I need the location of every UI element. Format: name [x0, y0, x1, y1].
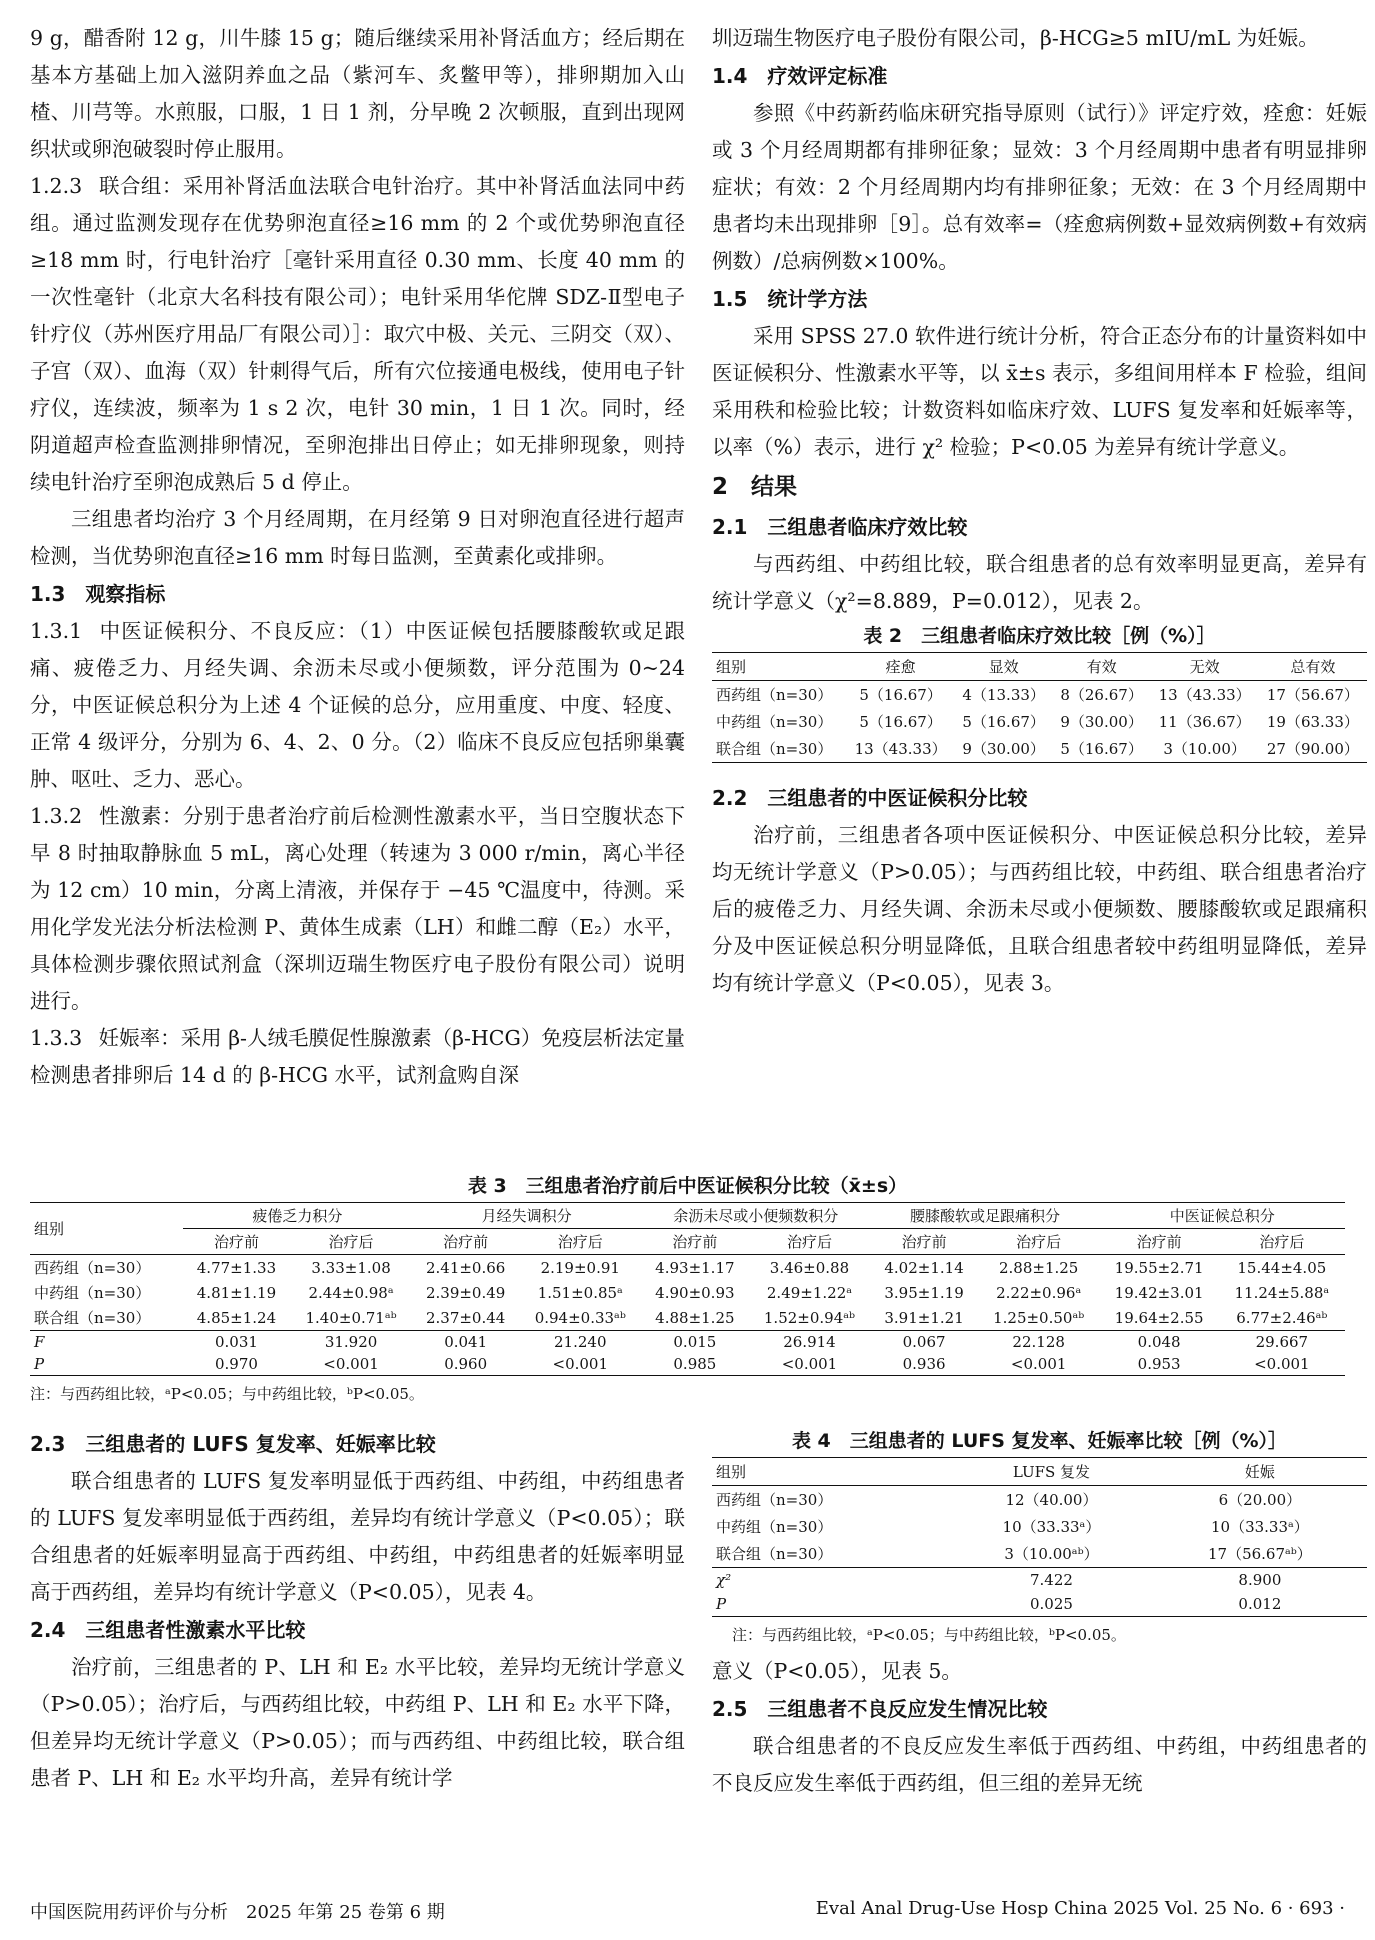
table-header-cell: 月经失调积分 [412, 1203, 641, 1229]
table-cell: 0.067 [870, 1331, 977, 1354]
table-4-title: 表 4 三组患者的 LUFS 复发率、妊娠率比较［例（%）］ [791, 1430, 1288, 1452]
table-3-block [30, 1170, 1345, 1408]
table-row [30, 1305, 1345, 1331]
table-cell: 4.02±1.14 [884, 1258, 964, 1277]
table-row [712, 1513, 1367, 1540]
table-cell: 0.025 [950, 1592, 1153, 1617]
table-cell: 0.048 [1100, 1331, 1219, 1354]
table-cell: 29.667 [1219, 1331, 1345, 1354]
heading-2-5: 2.5 三组患者不良反应发生情况比较 [712, 1697, 1048, 1721]
table-cell: 5（16.67） [859, 713, 942, 731]
lower-left-column [30, 1425, 685, 1797]
table-row [712, 708, 1367, 735]
table-cell: 4.88±1.25 [655, 1308, 735, 1327]
section-number: 1.3.1 [30, 619, 83, 643]
table-cell: 5（16.67） [859, 686, 942, 704]
table-cell: <0.001 [290, 1353, 412, 1376]
table-cell: 10（33.33ᵃ） [1002, 1518, 1101, 1536]
table-3 [30, 1202, 1345, 1376]
table-header-cell: 治疗后 [1219, 1229, 1345, 1255]
left-column [30, 20, 685, 1094]
table-cell: 3（10.00ᵃᵇ） [1004, 1545, 1099, 1563]
table-cell: <0.001 [978, 1353, 1100, 1376]
table-cell: 中药组（n=30） [716, 1518, 833, 1536]
table-3-note: 注：与西药组比较，ᵃP<0.05；与中药组比较，ᵇP<0.05。 [30, 1385, 424, 1403]
table-row [712, 1592, 1367, 1617]
table-3-title: 表 3 三组患者治疗前后中医证候积分比较（x̄±s） [467, 1175, 908, 1197]
lower-right-column [712, 1425, 1367, 1802]
table-4-note: 注：与西药组比较，ᵃP<0.05；与中药组比较，ᵇP<0.05。 [732, 1626, 1126, 1644]
table-header-cell: 疲倦乏力积分 [183, 1203, 412, 1229]
table-header-row [712, 653, 1367, 681]
table-cell: <0.001 [1219, 1353, 1345, 1376]
table-cell: 7.422 [950, 1568, 1153, 1593]
table-cell: 19（63.33） [1266, 713, 1359, 731]
table-cell: P [30, 1353, 183, 1376]
table-header-cell: 治疗后 [519, 1229, 641, 1255]
table-cell: 中药组（n=30） [34, 1284, 151, 1302]
table-cell: 0.94±0.33ᵃᵇ [534, 1308, 626, 1327]
paragraph-treatment-course: 三组患者均治疗 3 个月经周期，在月经第 9 日对卵泡直径进行超声检测，当优势卵泡直径≥16 mm 时每日监测，至黄素化或排卵。 [30, 507, 685, 568]
table-cell: 6.77±2.46ᵃᵇ [1236, 1308, 1328, 1327]
section-number: 1.3.3 [30, 1026, 83, 1050]
heading-1-3: 1.3 观察指标 [30, 582, 166, 606]
paragraph-continuation: 意义（P<0.05），见表 5。 [712, 1659, 962, 1683]
table-cell: χ² [712, 1568, 950, 1593]
table-cell: 5（16.67） [1053, 735, 1151, 763]
table-header-cell: 总有效 [1259, 653, 1367, 681]
table-header-cell: 治疗前 [870, 1229, 977, 1255]
table-2 [712, 652, 1367, 763]
table-cell: 中药组（n=30） [716, 713, 833, 731]
paragraph-sex-hormones: 治疗前，三组患者的 P、LH 和 E₂ 水平比较，差异均无统计学意义（P>0.05）；治疗后，与西药组比较，中药组 P、LH 和 E₂ 水平下降，但差异均无统计学意义（P>0.05）；而与西药组、中药组比较，联合组患者 P、LH 和 E₂ 水平均升高，差异有统计学 [30, 1655, 685, 1790]
table-cell: 西药组（n=30） [34, 1259, 151, 1277]
section-number: 1.3.2 [30, 804, 83, 828]
table-cell: 0.960 [412, 1353, 519, 1376]
table-row [712, 735, 1367, 763]
table-4 [712, 1457, 1367, 1617]
table-cell: 8（26.67） [1060, 686, 1143, 704]
table-header-cell: 治疗前 [183, 1229, 290, 1255]
table-2-title: 表 2 三组患者临床疗效比较［例（%）］ [863, 625, 1216, 647]
table-header-cell: 有效 [1053, 653, 1151, 681]
table-header-cell: 无效 [1151, 653, 1259, 681]
table-header-cell: 痊愈 [847, 653, 955, 681]
section-1-3-1 [30, 613, 685, 798]
table-cell: 4.93±1.17 [655, 1258, 735, 1277]
section-1-3-2 [30, 798, 685, 1020]
heading-2-3: 2.3 三组患者的 LUFS 复发率、妊娠率比较 [30, 1432, 436, 1456]
table-row [712, 1486, 1367, 1514]
table-row [30, 1353, 1345, 1376]
table-cell: 13（43.33） [1158, 686, 1251, 704]
table-cell: 6（20.00） [1218, 1491, 1302, 1509]
paragraph-clinical-efficacy: 与西药组、中药组比较，联合组患者的总有效率明显更高，差异有统计学意义（χ²=8.889，P=0.012），见表 2。 [712, 552, 1367, 613]
table-cell: 4.85±1.24 [196, 1308, 277, 1327]
table-cell: 3.33±1.08 [311, 1258, 391, 1277]
heading-1-4: 1.4 疗效评定标准 [712, 64, 888, 88]
table-cell: 12（40.00） [1005, 1491, 1098, 1509]
paragraph-efficacy-criteria: 参照《中药新药临床研究指导原则（试行）》评定疗效，痊愈：妊娠或 3 个月经周期都有排卵征象；显效：3 个月经周期中患者有明显排卵症状；有效：2 个月经周期内均有排卵征象；无效：在 3 个月经周期中患者均未出现排卵［9］。总有效率=（痊愈病例数+显效病例数+有效病例数）/总病例数×100%。 [712, 101, 1367, 273]
paragraph-lufs-pregnancy: 联合组患者的 LUFS 复发率明显低于西药组、中药组，中药组患者的 LUFS 复发率明显低于西药组，差异均有统计学意义（P<0.05）；联合组患者的妊娠率明显高于西药组、中药组，中药组患者的妊娠率明显高于西药组，差异均有统计学意义（P<0.05），见表 4。 [30, 1469, 685, 1604]
table-cell: 1.40±0.71ᵃᵇ [305, 1308, 397, 1327]
table-cell: 22.128 [978, 1331, 1100, 1354]
table-cell: 8.900 [1153, 1568, 1367, 1593]
table-cell: 1.52±0.94ᵃᵇ [763, 1308, 856, 1327]
table-cell: 4（13.33） [962, 686, 1045, 704]
table-row [30, 1280, 1345, 1305]
table-cell: 3.95±1.19 [884, 1283, 964, 1302]
paragraph-adverse-reactions: 联合组患者的不良反应发生率低于西药组、中药组，中药组患者的不良反应发生率低于西药组，但三组的差异无统 [712, 1734, 1367, 1795]
right-column [712, 20, 1367, 1002]
table-cell: 2.39±0.49 [425, 1283, 506, 1302]
section-number: 1.2.3 [30, 174, 83, 198]
table-cell: 0.031 [183, 1331, 290, 1354]
paragraph-tcm-scores: 治疗前，三组患者各项中医证候积分、中医证候总积分比较，差异均无统计学意义（P>0.05）；与西药组比较，中药组、联合组患者治疗后的疲倦乏力、月经失调、余沥未尽或小便频数、腰膝酸软或足跟痛积分及中医证候总积分明显降低，且联合组患者较中药组明显降低，差异均有统计学意义（P<0.05），见表 3。 [712, 823, 1367, 995]
table-header-row [712, 1458, 1367, 1486]
table-cell: 11.24±5.88ᵃ [1234, 1283, 1330, 1302]
table-row [712, 1568, 1367, 1593]
table-cell: 27（90.00） [1259, 735, 1367, 763]
table-cell: 西药组（n=30） [716, 686, 833, 704]
table-header-cell: 治疗后 [978, 1229, 1100, 1255]
table-header-cell: 组别 [30, 1203, 183, 1255]
table-cell: 联合组（n=30） [712, 735, 847, 763]
table-cell: 0.953 [1100, 1353, 1219, 1376]
table-cell: 1.51±0.85ᵃ [537, 1283, 623, 1302]
table-cell: 9（30.00） [1060, 713, 1143, 731]
table-cell: 31.920 [290, 1331, 412, 1354]
table-cell: 3（10.00） [1151, 735, 1259, 763]
table-cell: 5（16.67） [962, 713, 1045, 731]
table-cell: 19.42±3.01 [1114, 1283, 1204, 1302]
table-header-cell: 治疗后 [749, 1229, 871, 1255]
table-cell: 3.91±1.21 [884, 1308, 964, 1327]
section-1-2-3 [30, 168, 685, 501]
section-text: 中医证候积分、不良反应：（1）中医证候包括腰膝酸软或足跟痛、疲倦乏力、月经失调、余沥未尽或小便频数，评分范围为 0~24 分，中医证候总积分为上述 4 个证候的总分，应用重度、中度、轻度、正常 4 级评分，分别为 6、4、2、0 分。（2）临床不良反应包括卵巢囊肿、呕吐、乏力、恶心。 [30, 619, 685, 791]
table-row [712, 681, 1367, 709]
table-header-cell: 显效 [955, 653, 1053, 681]
heading-1-5: 1.5 统计学方法 [712, 287, 868, 311]
table-cell: 2.88±1.25 [998, 1258, 1079, 1277]
table-header-cell: 妊娠 [1153, 1458, 1367, 1486]
table-header-cell: 治疗前 [1100, 1229, 1219, 1255]
section-text: 性激素：分别于患者治疗前后检测性激素水平，当日空腹状态下早 8 时抽取静脉血 5 mL，离心处理（转速为 3 000 r/min，离心半径为 12 cm）10 min，分离上清液，并保存于 −45 ℃温度中，待测。采用化学发光法分析法检测 P、黄体生成素（LH）和雌二醇（E₂）水平，具体检测步骤依照试剂盒（深圳迈瑞生物医疗电子股份有限公司）说明进行。 [30, 804, 685, 1013]
table-cell: 2.19±0.91 [540, 1258, 620, 1277]
table-cell: 1.25±0.50ᵃᵇ [993, 1308, 1085, 1327]
table-cell: 15.44±4.05 [1237, 1258, 1327, 1277]
table-subheader-row [30, 1229, 1345, 1255]
table-cell: 0.041 [412, 1331, 519, 1354]
table-cell: <0.001 [749, 1353, 871, 1376]
table-cell: 2.49±1.22ᵃ [766, 1283, 853, 1302]
table-cell: 2.22±0.96ᵃ [996, 1283, 1082, 1302]
table-header-row [30, 1203, 1345, 1229]
paragraph-statistics: 采用 SPSS 27.0 软件进行统计分析，符合正态分布的计量资料如中医证候积分、性激素水平等，以 x̄±s 表示，多组间用样本 F 检验，组间采用秩和检验比较；计数资料如临床疗效、LUFS 复发率和妊娠率等，以率（%）表示，进行 χ² 检验；P<0.05 为差异有统计学意义。 [712, 324, 1367, 459]
paragraph-pregnancy-criteria: 圳迈瑞生物医疗电子股份有限公司，β-HCG≥5 mIU/mL 为妊娠。 [712, 26, 1319, 50]
table-cell: 21.240 [519, 1331, 641, 1354]
table-header-cell: 中医证候总积分 [1100, 1203, 1345, 1229]
table-header-cell: 组别 [712, 1458, 950, 1486]
table-cell: 0.015 [641, 1331, 748, 1354]
table-cell: 0.936 [870, 1353, 977, 1376]
table-cell: 10（33.33ᵃ） [1210, 1518, 1309, 1536]
table-cell: 0.970 [183, 1353, 290, 1376]
table-cell: 17（56.67ᵃᵇ） [1207, 1545, 1312, 1563]
table-header-cell: 余沥未尽或小便频数积分 [641, 1203, 870, 1229]
table-cell: 2.37±0.44 [425, 1308, 506, 1327]
table-cell: 4.77±1.33 [196, 1258, 277, 1277]
table-cell: 19.55±2.71 [1114, 1258, 1204, 1277]
table-cell: 2.41±0.66 [425, 1258, 506, 1277]
table-cell: 9（30.00） [955, 735, 1053, 763]
table-cell: 17（56.67） [1266, 686, 1359, 704]
table-header-cell: 治疗后 [290, 1229, 412, 1255]
table-cell: 4.90±0.93 [655, 1283, 735, 1302]
footer-journal-cn: 中国医院用药评价与分析 2025 年第 25 卷第 6 期 [30, 1902, 445, 1923]
table-cell: 0.012 [1153, 1592, 1367, 1617]
table-cell: 西药组（n=30） [716, 1491, 833, 1509]
table-cell: 2.44±0.98ᵃ [308, 1283, 394, 1302]
table-row [712, 1540, 1367, 1568]
paragraph-herbal-method: 9 g，醋香附 12 g，川牛膝 15 g；随后继续采用补肾活血方；经后期在基本方基础上加入滋阴养血之品（紫河车、炙鳖甲等），排卵期加入山楂、川芎等。水煎服，口服，1 日 1 剂，分早晚 2 次顿服，直到出现网织状或卵泡破裂时停止服用。 [30, 26, 685, 161]
heading-2-4: 2.4 三组患者性激素水平比较 [30, 1618, 306, 1642]
table-header-cell: LUFS 复发 [950, 1458, 1153, 1486]
table-cell: 联合组（n=30） [34, 1309, 151, 1327]
table-cell: 26.914 [749, 1331, 871, 1354]
table-header-cell: 治疗前 [412, 1229, 519, 1255]
table-cell: 13（43.33） [847, 735, 955, 763]
table-cell: 11（36.67） [1158, 713, 1251, 731]
table-cell: P [712, 1592, 950, 1617]
table-cell: 19.64±2.55 [1114, 1308, 1204, 1327]
table-header-cell: 治疗前 [641, 1229, 748, 1255]
table-header-cell: 组别 [712, 653, 847, 681]
footer-journal-en: Eval Anal Drug-Use Hosp China 2025 Vol. 25 No. 6 · 693 · [815, 1898, 1345, 1919]
section-text: 联合组：采用补肾活血法联合电针治疗。其中补肾活血法同中药组。通过监测发现存在优势卵泡直径≥16 mm 的 2 个或优势卵泡直径≥18 mm 时，行电针治疗［毫针采用直径 0.30 mm、长度 40 mm 的一次性毫针（北京大名科技有限公司）；电针采用华佗牌 SDZ-Ⅱ型电子针疗仪（苏州医疗用品厂有限公司）］：取穴中极、关元、三阴交（双）、子宫（双）、血海（双）针刺得气后，所有穴位接通电极线，使用电子针疗仪，连续波，频率为 1 s 2 次，电针 30 min，1 日 1 次。同时，经阴道超声检查监测排卵情况，至卵泡排出日停止；如无排卵现象，则持续电针治疗至卵泡成熟后 5 d 停止。 [30, 174, 685, 494]
table-row [30, 1331, 1345, 1354]
heading-2-results: 2 结果 [712, 474, 798, 500]
section-text: 妊娠率：采用 β-人绒毛膜促性腺激素（β-HCG）免疫层析法定量检测患者排卵后 14 d 的 β-HCG 水平，试剂盒购自深 [30, 1026, 685, 1087]
table-header-cell: 腰膝酸软或足跟痛积分 [870, 1203, 1099, 1229]
table-cell: F [30, 1331, 183, 1354]
heading-2-1: 2.1 三组患者临床疗效比较 [712, 515, 968, 539]
table-row [30, 1255, 1345, 1281]
heading-2-2: 2.2 三组患者的中医证候积分比较 [712, 786, 1028, 810]
table-cell: 联合组（n=30） [716, 1545, 833, 1563]
section-1-3-3 [30, 1020, 685, 1094]
page-footer [30, 1898, 1345, 1924]
table-cell: 0.985 [641, 1353, 748, 1376]
table-cell: <0.001 [519, 1353, 641, 1376]
table-cell: 4.81±1.19 [196, 1283, 277, 1302]
table-cell: 3.46±0.88 [769, 1258, 850, 1277]
